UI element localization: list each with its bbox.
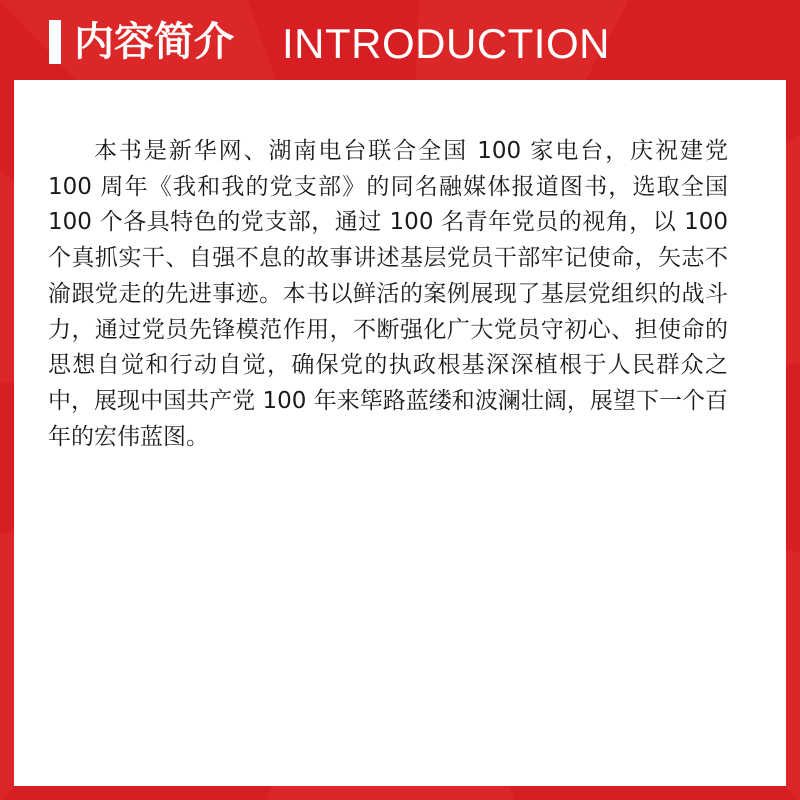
section-subtitle: INTRODUCTION	[282, 20, 610, 67]
header-accent-bar	[49, 20, 61, 64]
section-header	[0, 0, 800, 80]
intro-paragraph: 本书是新华网、湖南电台联合全国 100 家电台，庆祝建党 100 周年《我和我的党支部》的同名融媒体报道图书，选取全国 100 个各具特色的党支部，通过 100 名青年党员的视角，以 100 个真抓实干、自强不息的故事讲述基层党员干部牢记使命，矢志不渝跟党走的先进事迹。本书以鲜活的案例展现了基层党组织的战斗力，通过党员先锋模范作用，不断强化广大党员守初心、担使命的思想自觉和行动自觉，确保党的执政根基深深植根于人民群众之中，展现中国共产党 100 年来筚路蓝缕和波澜壮阔，展望下一个百年的宏伟蓝图。	[48, 138, 728, 450]
section-title: 内容简介	[74, 19, 234, 65]
